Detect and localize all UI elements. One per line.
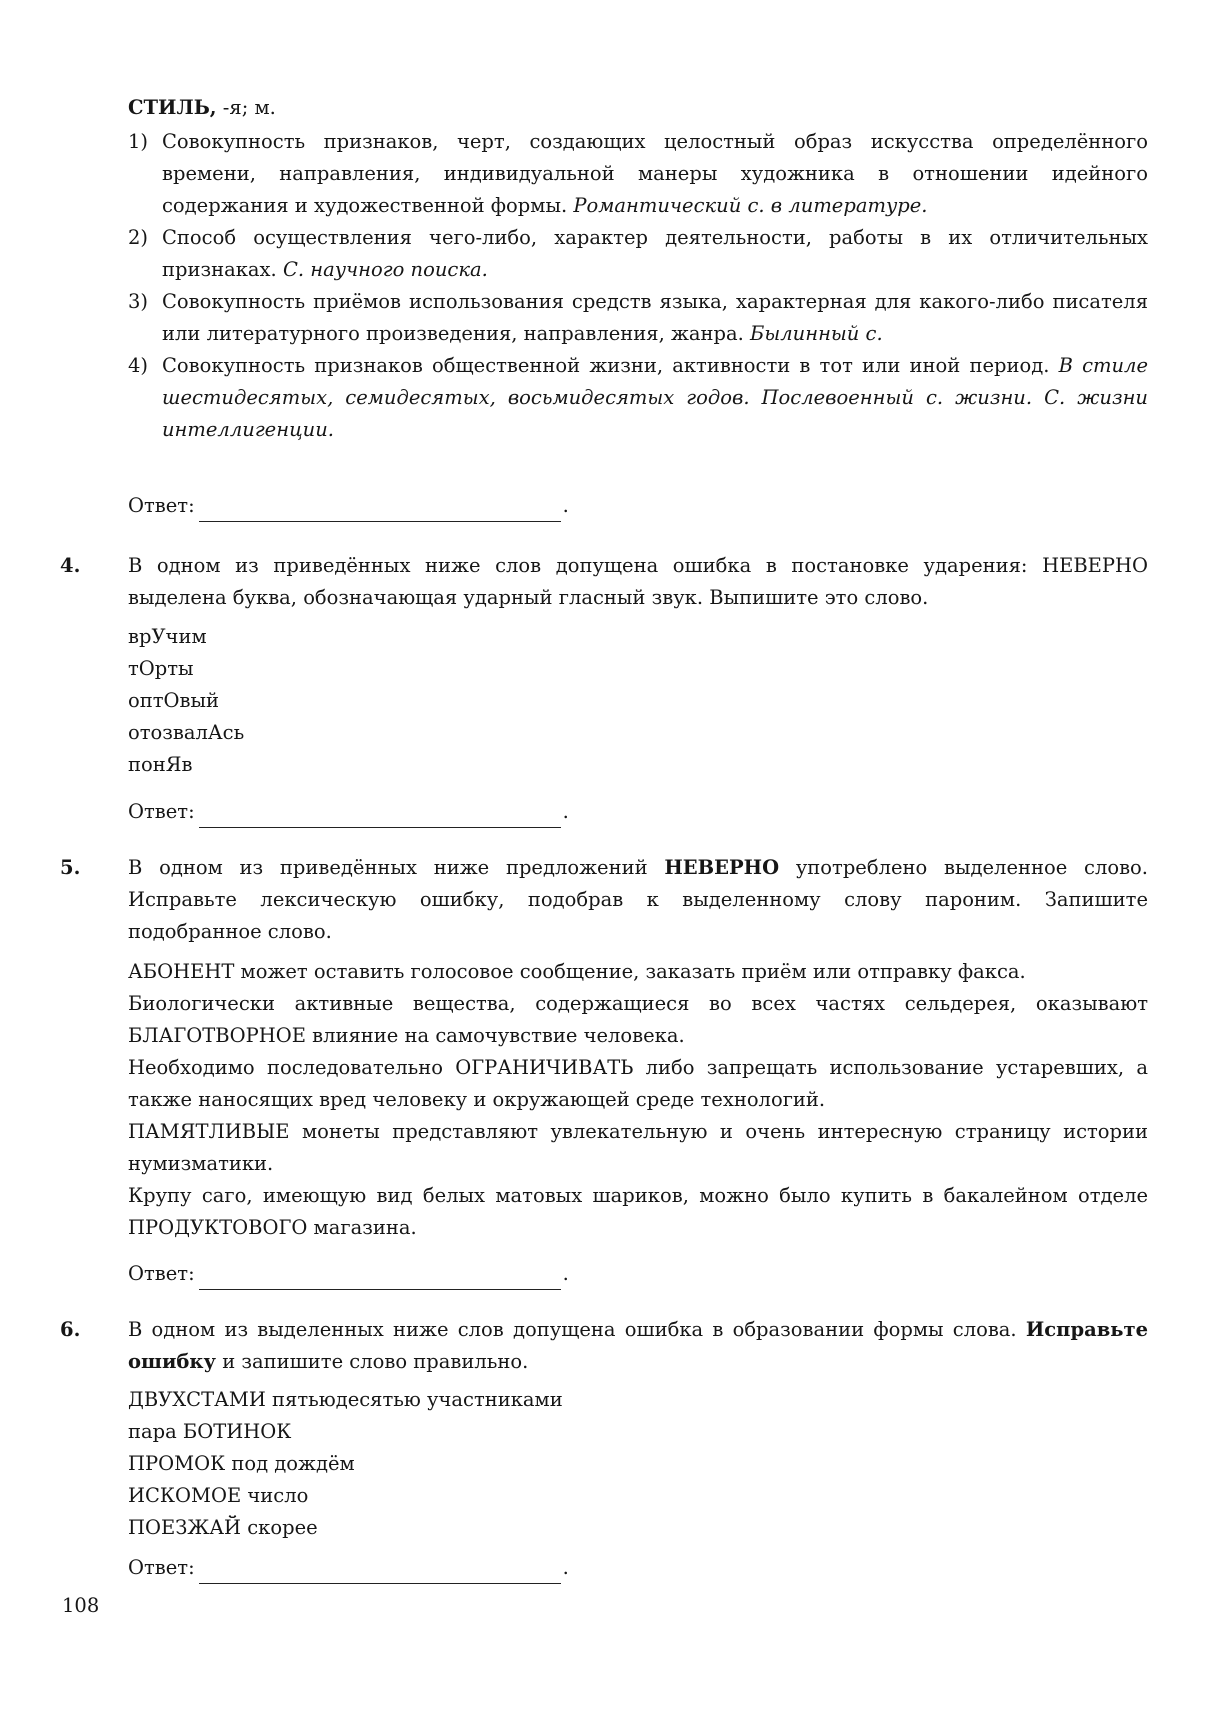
phrase-option: ПОЕЗЖАЙ скорее <box>128 1516 318 1539</box>
answer-label: Ответ: <box>128 1556 195 1579</box>
answer-blank[interactable] <box>199 497 561 522</box>
sense-example: В стиле шестидесятых, семидесятых, восьмидесятых годов. Послевоенный с. жизни. С. жизни интеллигенции. <box>162 354 1149 441</box>
task-5-sentences <box>128 956 1148 1244</box>
phrase-option: ПРОМОК под дождём <box>128 1452 355 1475</box>
sense-text: Совокупность приёмов использования средств языка, характерная для какого-либо писателя или литературного произведения, направления, жанра. <box>162 290 1148 345</box>
word-option: понЯв <box>128 753 193 776</box>
sentence-option: Необходимо последовательно ОГРАНИЧИВАТЬ либо запрещать использование устаревших, а также наносящих вред человеку и окружающей среде технологий. <box>128 1056 1148 1111</box>
sentence-option: ПАМЯТЛИВЫЕ монеты представляют увлекательную и очень интересную страницу истории нумизматики. <box>128 1120 1148 1175</box>
definition-sense <box>128 286 1148 350</box>
answer-label: Ответ: <box>128 800 195 823</box>
task-text-start: В одном из выделенных ниже слов допущена ошибка в образовании формы слова. <box>128 1318 1017 1341</box>
phrase-option: ДВУХСТАМИ пятьюдесятью участниками <box>128 1388 563 1411</box>
answer-label: Ответ: <box>128 494 195 517</box>
definition-sense <box>128 126 1148 222</box>
word-option: отозвалАсь <box>128 721 245 744</box>
task-text-emphasis: Исправьте ошибку <box>128 1318 1148 1373</box>
task-4-words <box>128 621 1148 781</box>
headword: СТИЛЬ, <box>128 96 217 119</box>
word-option: тОрты <box>128 657 194 680</box>
answer-blank[interactable] <box>199 803 561 828</box>
sense-example: С. научного поиска. <box>282 258 488 281</box>
sense-example: Романтический с. в литературе. <box>573 194 928 217</box>
sense-example: Былинный с. <box>750 322 883 345</box>
task-5 <box>60 852 1148 948</box>
task-text: В одном из приведённых ниже слов допущена ошибка в постановке ударения: НЕВЕРНО выделена буква, обозначающая ударный гласный звук. Выпишите это слово. <box>128 554 1148 609</box>
definition-sense <box>128 350 1148 446</box>
answer-label: Ответ: <box>128 1262 195 1285</box>
task-text-emphasis: НЕВЕРНО <box>664 856 780 879</box>
definition-senses <box>128 126 1148 446</box>
task-text-end: и запишите слово правильно. <box>222 1350 529 1373</box>
answer-line <box>128 1552 569 1584</box>
grammar-note: -я; м. <box>222 96 276 119</box>
sense-text: Совокупность признаков общественной жизни, активности в тот или иной период. <box>162 354 1050 377</box>
answer-dot: . <box>562 1556 569 1579</box>
task-text-end: употреблено выделенное слово. Исправьте лексическую ошибку, подобрав к выделенному слову пароним. Запишите подобранное слово. <box>128 856 1148 943</box>
sentence-option: Крупу саго, имеющую вид белых матовых шариков, можно было купить в бакалейном отделе ПРОДУКТОВОГО магазина. <box>128 1184 1148 1239</box>
word-option: оптОвый <box>128 689 220 712</box>
sense-text: Способ осуществления чего-либо, характер деятельности, работы в их отличительных признаках. <box>162 226 1148 281</box>
answer-blank[interactable] <box>199 1265 561 1290</box>
answer-line <box>128 796 569 828</box>
task-6 <box>60 1314 1148 1378</box>
sense-text: Совокупность признаков, черт, создающих целостный образ искусства определённого времени, направления, индивидуальной манеры художника в отношении идейного содержания и художественной формы. <box>162 130 1148 217</box>
dictionary-headword-line <box>128 92 1148 124</box>
sentence-option: АБОНЕНТ может оставить голосовое сообщение, заказать приём или отправку факса. <box>128 960 1026 983</box>
sense-number: 4) <box>128 354 149 377</box>
phrase-option: ИСКОМОЕ число <box>128 1484 309 1507</box>
sense-number: 1) <box>128 130 149 153</box>
answer-line <box>128 490 569 522</box>
sense-number: 2) <box>128 226 149 249</box>
task-number: 5. <box>60 856 81 879</box>
answer-dot: . <box>562 1262 569 1285</box>
word-option: врУчим <box>128 625 207 648</box>
sense-number: 3) <box>128 290 149 313</box>
task-number: 4. <box>60 554 81 577</box>
definition-sense <box>128 222 1148 286</box>
task-4 <box>60 550 1148 614</box>
answer-dot: . <box>562 494 569 517</box>
answer-line <box>128 1258 569 1290</box>
answer-blank[interactable] <box>199 1559 561 1584</box>
sentence-option: Биологически активные вещества, содержащиеся во всех частях сельдерея, оказывают БЛАГОТВОРНОЕ влияние на самочувствие человека. <box>128 992 1148 1047</box>
task-number: 6. <box>60 1318 81 1341</box>
phrase-option: пара БОТИНОК <box>128 1420 292 1443</box>
page-number: 108 <box>62 1594 100 1617</box>
answer-dot: . <box>562 800 569 823</box>
task-text-start: В одном из приведённых ниже предложений <box>128 856 648 879</box>
task-6-phrases <box>128 1384 1148 1544</box>
